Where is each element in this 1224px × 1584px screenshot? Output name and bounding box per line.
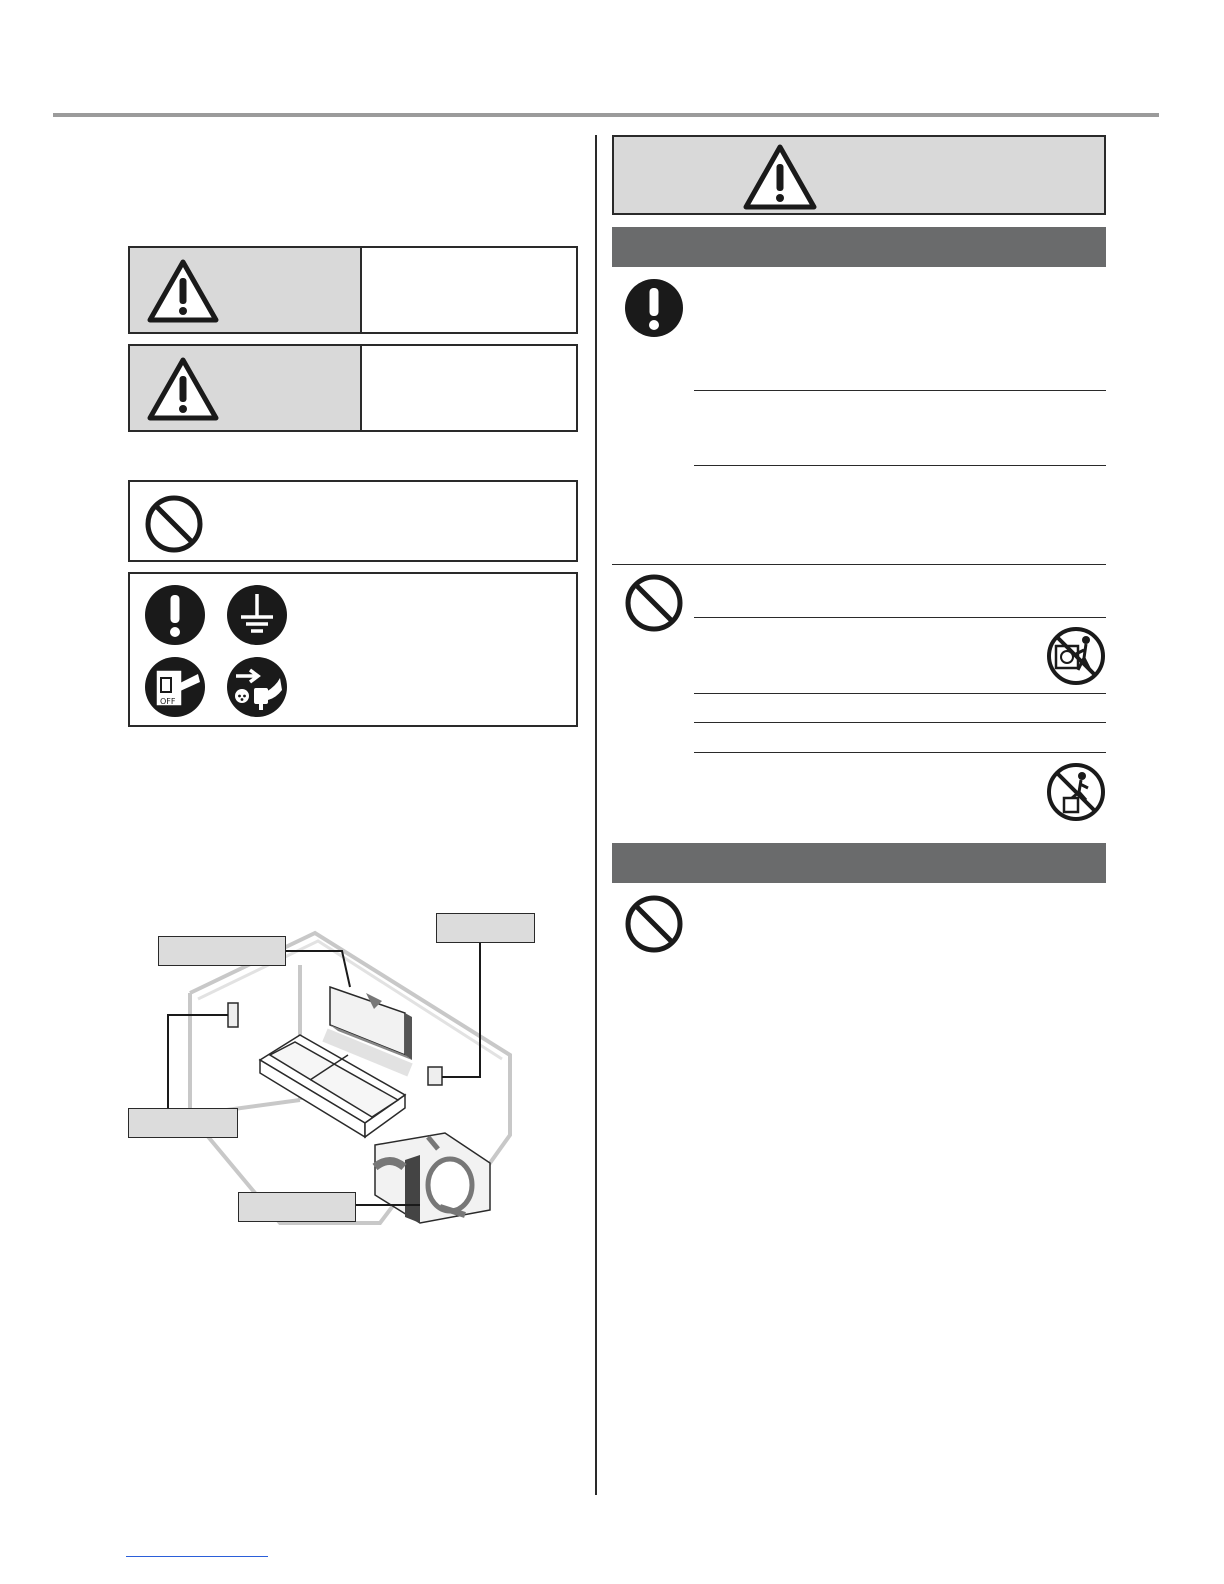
column-divider (595, 135, 597, 1495)
section-band-2 (612, 843, 1106, 883)
rule-line (694, 617, 1106, 618)
warning-header-box (612, 135, 1106, 215)
ground-icon (226, 584, 288, 646)
no-touch-fan-icon (1046, 626, 1106, 686)
outdoor-unit-label (238, 1192, 356, 1222)
power-plug-label (436, 913, 535, 943)
svg-text:OFF: OFF (160, 697, 176, 706)
no-stand-icon (1046, 762, 1106, 822)
rule-line (694, 752, 1106, 753)
warning-symbol-panel (130, 248, 362, 332)
exclamation-icon (144, 584, 206, 646)
prohibited-icon (144, 494, 204, 554)
exclamation-icon (624, 278, 684, 338)
warning-signal-box (128, 246, 578, 334)
remote-control-label (128, 1108, 238, 1138)
rule-line (694, 722, 1106, 723)
warning-triangle-icon (146, 356, 220, 422)
warning-triangle-icon (742, 143, 818, 211)
sofa-drawing (260, 1035, 405, 1137)
breaker-off-icon (144, 656, 206, 718)
warning-triangle-icon (146, 258, 220, 324)
instruction-legend-box (128, 572, 578, 727)
rule-line (694, 390, 1106, 391)
rule-line (694, 465, 1106, 466)
caution-signal-box (128, 344, 578, 432)
remote-control-drawing (228, 1003, 238, 1027)
prohibited-legend-box (128, 480, 578, 562)
unplug-icon (226, 656, 288, 718)
caution-symbol-panel (130, 346, 362, 430)
rule-line (694, 693, 1106, 694)
indoor-unit-label (158, 936, 286, 966)
section-band-1 (612, 227, 1106, 267)
power-plug-drawing (428, 1067, 442, 1085)
footer-link[interactable] (126, 1556, 268, 1557)
prohibited-icon (624, 894, 684, 954)
prohibited-icon (624, 573, 684, 633)
rule-line (612, 564, 1106, 565)
top-rule (53, 113, 1159, 117)
